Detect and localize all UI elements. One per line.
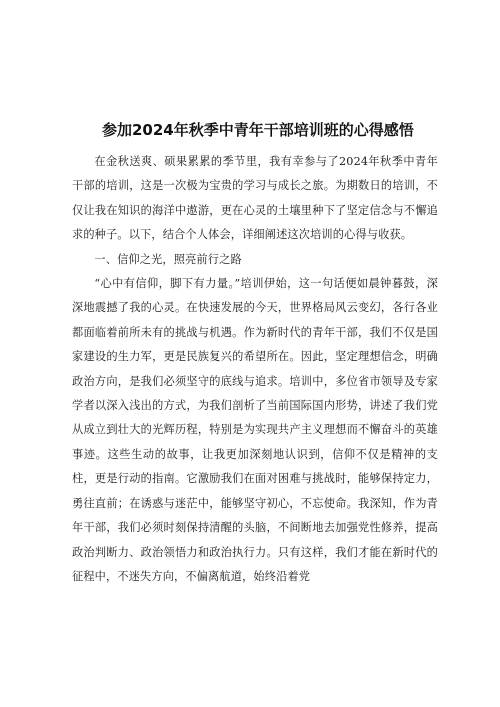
section-paragraph: “心中有信仰，脚下有力量。”培训伊始，这一句话便如晨钟暮鼓，深深地震撼了我的心灵。在快速发展的今天，世界格局风云变幻，各行各业都面临着前所未有的挑战与机遇。作为新时代的青年干部，我们不仅是国家建设的生力军，更是民族复兴的希望所在。因此，坚定理想信念，明确政治方向，是我们必须坚守的底线与追求。培训中，多位省市领导及专家学者以深入浅出的方式，为我们剖析了当前国际国内形势，讲述了我们党从成立到壮大的光辉历程，特别是为实现共产主义理想而不懈奋斗的英雄事迹。这些生动的故事，让我更加深刻地认识到，信仰不仅是精神的支柱，更是行动的指南。它激励我们在面对困难与挑战时，能够保持定力，勇往直前；在诱惑与迷茫中，能够坚守初心，不忘使命。我深知，作为青年干部，我们必须时刻保持清醒的头脑，不间断地去加强党性修养，提高政治判断力、政治领悟力和政治执行力。只有这样，我们才能在新时代的征程中，不迷失方向，不偏离航道，始终沿着党: [72, 277, 438, 583]
intro-paragraph: 在金秋送爽、硕果累累的季节里，我有幸参与了2024年秋季中青年干部的培训，这是一次极为宝贵的学习与成长之旅。为期数日的培训，不仅让我在知识的海洋中遨游，更在心灵的土壤里种下了坚定信念与不懈追求的种子。以下，结合个人体会，详细阐述这次培训的心得与收获。: [72, 155, 438, 242]
document-body: [72, 150, 438, 589]
section-heading: 一、信仰之光，照亮前行之路: [94, 252, 242, 266]
document-title: 参加2024年秋季中青年干部培训班的心得感悟: [102, 121, 414, 139]
